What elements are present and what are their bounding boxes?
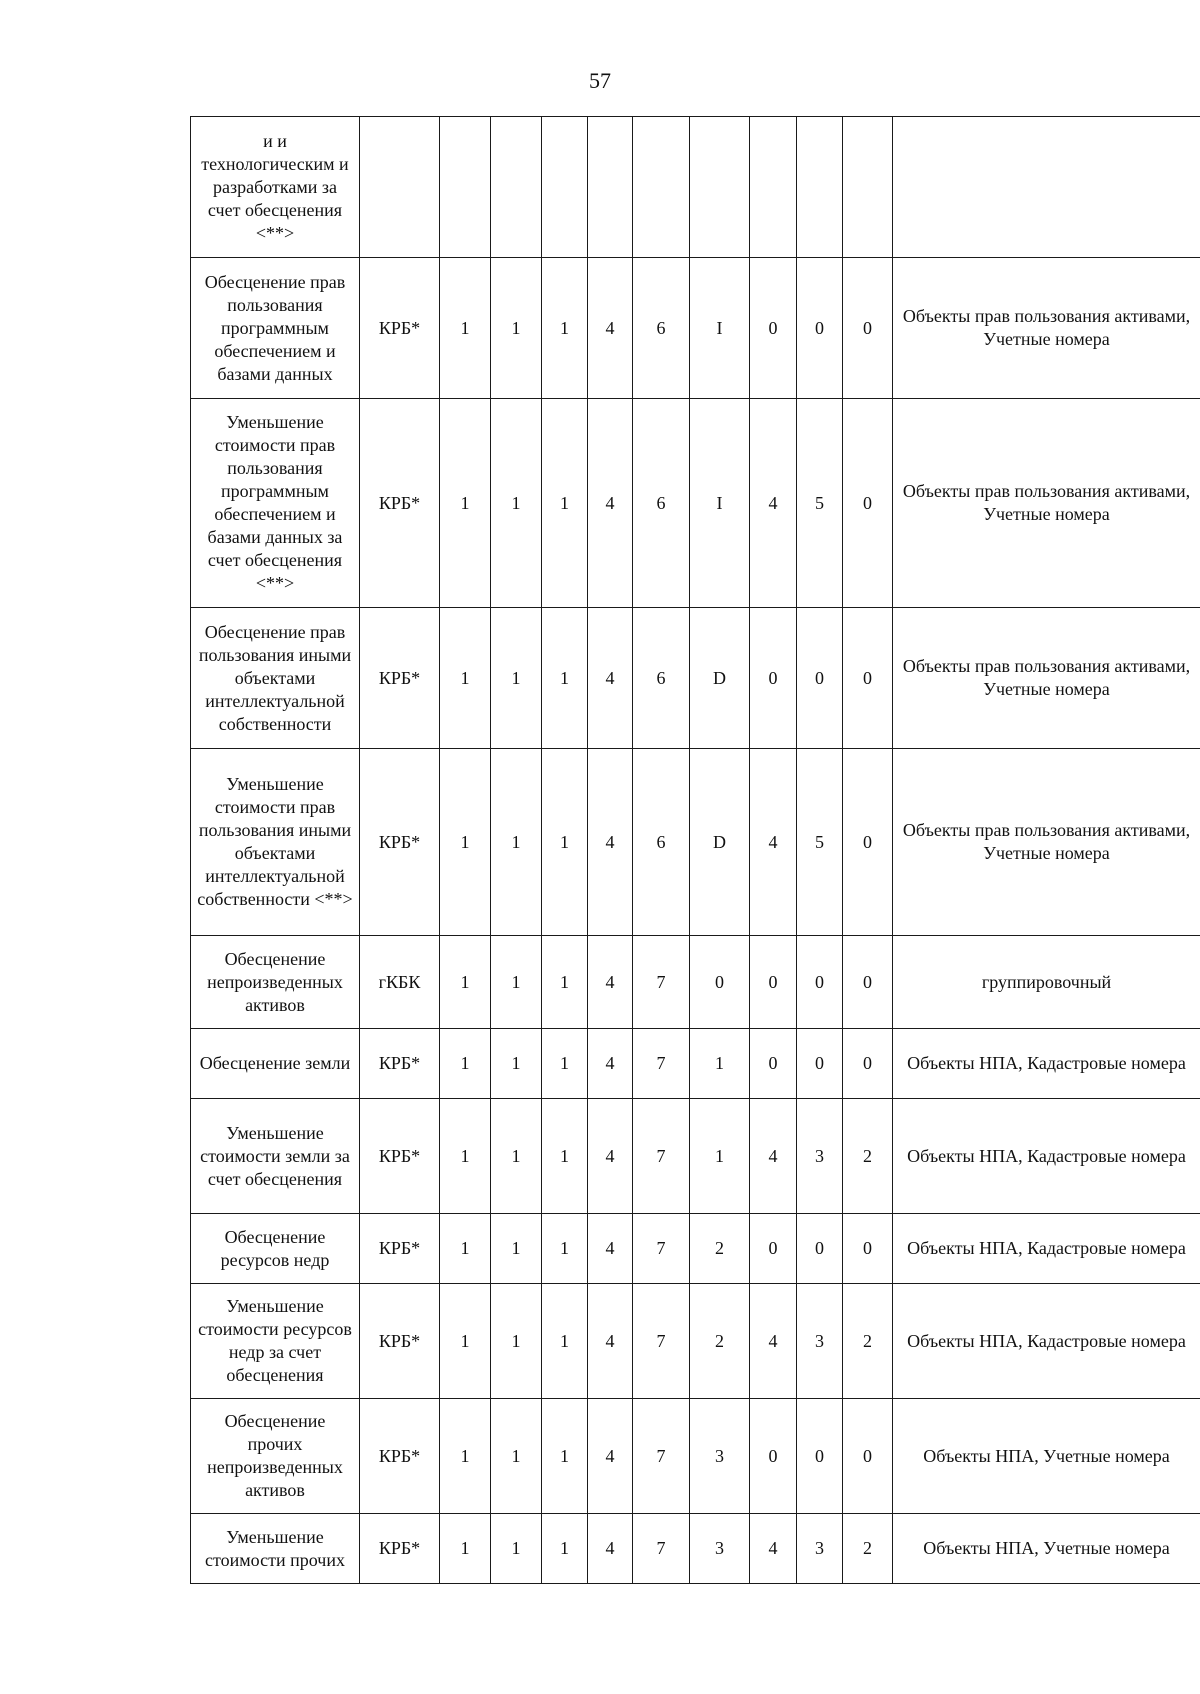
- account-name-cell: [191, 1399, 360, 1514]
- account-digit-3: 1: [542, 1399, 588, 1514]
- budget-code-cell: гКБК: [360, 936, 440, 1029]
- account-digit-4: 4: [588, 1029, 633, 1099]
- account-digit-1: 1: [440, 936, 491, 1029]
- account-digit-3: 1: [542, 936, 588, 1029]
- analytics-note: Объекты НПА, Учетные номера: [923, 1538, 1170, 1558]
- account-digit-9: 2: [843, 1284, 893, 1399]
- analytics-note-cell: [893, 399, 1200, 608]
- account-digit-6: 0: [690, 936, 750, 1029]
- account-digit-4: 4: [588, 1099, 633, 1214]
- budget-code-cell: [360, 117, 440, 258]
- account-digit-7: 4: [750, 399, 797, 608]
- account-digit-4: 4: [588, 936, 633, 1029]
- account-name-cell: [191, 1514, 360, 1584]
- account-digit-8: 0: [797, 1029, 843, 1099]
- analytics-note-cell: [893, 1099, 1200, 1214]
- account-digit-2: 1: [491, 1399, 542, 1514]
- analytics-note: Объекты прав пользования активами, Учетные номера: [902, 656, 1191, 699]
- account-digit-7: [750, 117, 797, 258]
- account-digit-9: 0: [843, 1214, 893, 1284]
- account-digit-4: 4: [588, 399, 633, 608]
- account-digit-2: 1: [491, 258, 542, 399]
- account-digit-5: 7: [633, 1214, 690, 1284]
- analytics-note: группировочный: [981, 971, 1112, 992]
- account-digit-6: 1: [690, 1029, 750, 1099]
- account-digit-2: 1: [491, 749, 542, 936]
- account-digit-3: 1: [542, 608, 588, 749]
- account-name: Обесценение непроизведенных активов: [207, 948, 343, 1015]
- account-digit-9: 0: [843, 1399, 893, 1514]
- account-digit-3: 1: [542, 399, 588, 608]
- account-digit-2: 1: [491, 1214, 542, 1284]
- account-digit-5: 6: [633, 399, 690, 608]
- account-digit-9: 0: [843, 1029, 893, 1099]
- account-digit-5: 6: [633, 608, 690, 749]
- analytics-note-cell: [893, 1284, 1200, 1399]
- analytics-note: Объекты прав пользования активами, Учетные номера: [902, 306, 1191, 349]
- account-digit-9: 0: [843, 608, 893, 749]
- account-digit-7: 0: [750, 258, 797, 399]
- account-digit-3: 1: [542, 749, 588, 936]
- account-digit-9: 0: [843, 749, 893, 936]
- account-digit-7: 4: [750, 1099, 797, 1214]
- account-digit-8: 3: [797, 1514, 843, 1584]
- account-name-cell: [191, 258, 360, 399]
- account-table: [190, 116, 1200, 1584]
- account-digit-9: 0: [843, 258, 893, 399]
- account-digit-9: 0: [843, 936, 893, 1029]
- table-row: [191, 1284, 1200, 1399]
- account-digit-8: 0: [797, 1399, 843, 1514]
- table-row: [191, 1214, 1200, 1284]
- account-digit-6: D: [690, 608, 750, 749]
- analytics-note-cell: [893, 258, 1200, 399]
- account-digit-7: 4: [750, 1514, 797, 1584]
- page-number: 57: [589, 68, 611, 93]
- account-digit-4: 4: [588, 1399, 633, 1514]
- account-digit-1: 1: [440, 399, 491, 608]
- analytics-note-cell: [893, 117, 1200, 258]
- account-digit-7: 0: [750, 936, 797, 1029]
- account-digit-7: 0: [750, 1029, 797, 1099]
- budget-code-cell: КРБ*: [360, 1099, 440, 1214]
- account-name-cell: [191, 936, 360, 1029]
- account-digit-3: 1: [542, 258, 588, 399]
- account-digit-2: 1: [491, 1099, 542, 1214]
- table-row: [191, 608, 1200, 749]
- account-digit-4: 4: [588, 1214, 633, 1284]
- budget-code-cell: КРБ*: [360, 399, 440, 608]
- account-digit-8: 0: [797, 1214, 843, 1284]
- account-name: Уменьшение стоимости прочих: [205, 1526, 345, 1570]
- account-digit-5: 7: [633, 1284, 690, 1399]
- account-name: Уменьшение стоимости ресурсов недр за счет обесценения: [198, 1296, 352, 1385]
- account-digit-3: 1: [542, 1099, 588, 1214]
- account-digit-9: 2: [843, 1099, 893, 1214]
- account-digit-4: 4: [588, 1284, 633, 1399]
- account-digit-1: 1: [440, 749, 491, 936]
- budget-code-cell: КРБ*: [360, 258, 440, 399]
- analytics-note-cell: [893, 749, 1200, 936]
- analytics-note: Объекты НПА, Учетные номера: [923, 1445, 1170, 1466]
- analytics-note: Объекты НПА, Кадастровые номера: [907, 1053, 1186, 1073]
- account-digit-4: 4: [588, 258, 633, 399]
- account-digit-2: 1: [491, 608, 542, 749]
- analytics-note-cell: [893, 1514, 1200, 1584]
- account-name-cell: [191, 117, 360, 258]
- account-digit-5: 7: [633, 1099, 690, 1214]
- account-digit-9: 2: [843, 1514, 893, 1584]
- account-digit-2: 1: [491, 1514, 542, 1584]
- account-name: Обесценение ресурсов недр: [220, 1226, 330, 1270]
- account-digit-7: 4: [750, 749, 797, 936]
- account-digit-6: 3: [690, 1399, 750, 1514]
- table-row: [191, 399, 1200, 608]
- analytics-note-cell: [893, 1214, 1200, 1284]
- table-row: [191, 1399, 1200, 1514]
- budget-code-cell: КРБ*: [360, 608, 440, 749]
- analytics-note-cell: [893, 1399, 1200, 1514]
- account-digit-6: 2: [690, 1214, 750, 1284]
- account-digit-8: [797, 117, 843, 258]
- account-digit-4: [588, 117, 633, 258]
- analytics-note: Объекты прав пользования активами, Учетные номера: [902, 481, 1191, 524]
- budget-code-cell: КРБ*: [360, 749, 440, 936]
- account-digit-3: 1: [542, 1514, 588, 1584]
- account-digit-5: 7: [633, 1399, 690, 1514]
- analytics-note-cell: [893, 936, 1200, 1029]
- table-row: [191, 936, 1200, 1029]
- account-name-cell: [191, 399, 360, 608]
- account-digit-5: 7: [633, 1029, 690, 1099]
- account-digit-2: [491, 117, 542, 258]
- account-digit-1: 1: [440, 258, 491, 399]
- account-digit-6: 1: [690, 1099, 750, 1214]
- account-digit-8: 5: [797, 749, 843, 936]
- account-name: Обесценение земли: [199, 1053, 351, 1073]
- account-digit-6: 2: [690, 1284, 750, 1399]
- analytics-note: Объекты НПА, Кадастровые номера: [907, 1145, 1186, 1166]
- account-digit-2: 1: [491, 1284, 542, 1399]
- account-digit-8: 3: [797, 1284, 843, 1399]
- account-digit-8: 0: [797, 608, 843, 749]
- analytics-note: Объекты прав пользования активами, Учетные номера: [902, 820, 1191, 863]
- account-digit-8: 5: [797, 399, 843, 608]
- account-digit-5: 7: [633, 936, 690, 1029]
- account-digit-2: 1: [491, 936, 542, 1029]
- account-name-cell: [191, 749, 360, 936]
- account-digit-2: 1: [491, 1029, 542, 1099]
- account-name-cell: [191, 1029, 360, 1099]
- account-name: и и технологическим и разработками за счет обесценения <**>: [201, 130, 349, 243]
- account-digit-7: 0: [750, 1214, 797, 1284]
- budget-code-cell: КРБ*: [360, 1514, 440, 1584]
- account-name: Уменьшение стоимости прав пользования иными объектами интеллектуальной собственности <**>: [197, 774, 353, 909]
- account-digit-7: 0: [750, 608, 797, 749]
- account-digit-6: I: [690, 258, 750, 399]
- account-digit-1: 1: [440, 1399, 491, 1514]
- account-digit-5: 6: [633, 749, 690, 936]
- analytics-note-cell: [893, 608, 1200, 749]
- account-digit-1: 1: [440, 608, 491, 749]
- account-digit-8: 3: [797, 1099, 843, 1214]
- account-name: Уменьшение стоимости прав пользования программным обеспечением и базами данных за счет обесценения <**>: [207, 412, 343, 593]
- account-digit-1: 1: [440, 1099, 491, 1214]
- account-digit-1: 1: [440, 1284, 491, 1399]
- account-digit-1: [440, 117, 491, 258]
- account-digit-8: 0: [797, 936, 843, 1029]
- account-digit-7: 4: [750, 1284, 797, 1399]
- account-digit-1: 1: [440, 1029, 491, 1099]
- account-name: Обесценение прочих непроизведенных активов: [207, 1411, 343, 1500]
- budget-code-cell: КРБ*: [360, 1284, 440, 1399]
- account-name: Обесценение прав пользования иными объектами интеллектуальной собственности: [198, 621, 352, 734]
- table-row: [191, 1099, 1200, 1214]
- account-digit-8: 0: [797, 258, 843, 399]
- account-digit-2: 1: [491, 399, 542, 608]
- account-digit-6: [690, 117, 750, 258]
- account-digit-1: 1: [440, 1214, 491, 1284]
- table-row: [191, 1029, 1200, 1099]
- account-digit-6: I: [690, 399, 750, 608]
- account-digit-3: 1: [542, 1284, 588, 1399]
- table-row: [191, 258, 1200, 399]
- budget-code-cell: КРБ*: [360, 1214, 440, 1284]
- account-digit-9: 0: [843, 399, 893, 608]
- table-row: [191, 117, 1200, 258]
- account-digit-3: 1: [542, 1214, 588, 1284]
- account-name: Обесценение прав пользования программным обеспечением и базами данных: [204, 271, 346, 384]
- account-digit-5: [633, 117, 690, 258]
- account-digit-5: 6: [633, 258, 690, 399]
- analytics-note: Объекты НПА, Кадастровые номера: [907, 1238, 1186, 1258]
- account-digit-6: 3: [690, 1514, 750, 1584]
- account-name-cell: [191, 1214, 360, 1284]
- account-digit-7: 0: [750, 1399, 797, 1514]
- account-name-cell: [191, 608, 360, 749]
- account-name-cell: [191, 1099, 360, 1214]
- table-row: [191, 1514, 1200, 1584]
- account-digit-3: [542, 117, 588, 258]
- account-digit-3: 1: [542, 1029, 588, 1099]
- account-digit-9: [843, 117, 893, 258]
- account-digit-6: D: [690, 749, 750, 936]
- account-digit-4: 4: [588, 749, 633, 936]
- account-digit-4: 4: [588, 608, 633, 749]
- analytics-note: Объекты НПА, Кадастровые номера: [907, 1330, 1186, 1351]
- budget-code-cell: КРБ*: [360, 1029, 440, 1099]
- account-name-cell: [191, 1284, 360, 1399]
- analytics-note-cell: [893, 1029, 1200, 1099]
- account-digit-1: 1: [440, 1514, 491, 1584]
- budget-code-cell: КРБ*: [360, 1399, 440, 1514]
- account-digit-4: 4: [588, 1514, 633, 1584]
- account-digit-5: 7: [633, 1514, 690, 1584]
- table-row: [191, 749, 1200, 936]
- account-name: Уменьшение стоимости земли за счет обесценения: [200, 1122, 350, 1189]
